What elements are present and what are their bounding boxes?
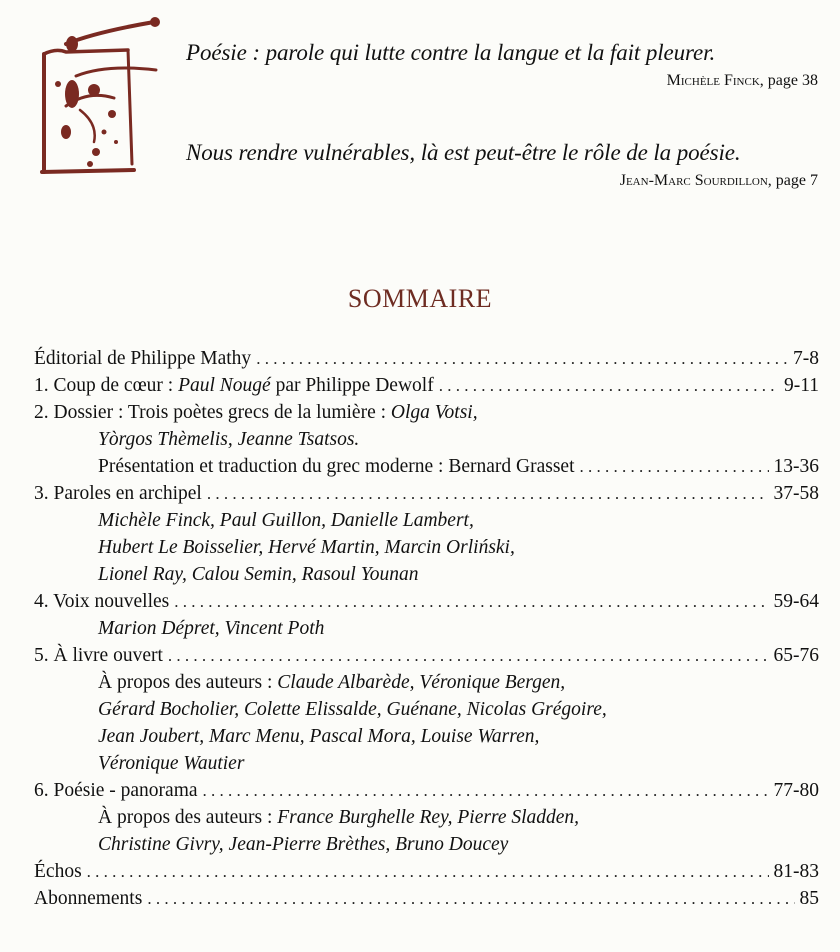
toc-sub-line: Lionel Ray, Calou Semin, Rasoul Younan (98, 564, 419, 585)
toc-pages: 59-64 (773, 591, 819, 612)
page-title: SOMMAIRE (347, 284, 493, 313)
toc-entry-dossier[interactable] (34, 399, 819, 426)
epigraph-text: Poésie : parole qui lutte contre la langue et la fait pleurer. (186, 40, 716, 65)
toc-sub-line: À propos des auteurs : Claude Albarède, Véronique Bergen, (98, 672, 566, 693)
ink-splash-logo (36, 14, 166, 186)
toc-pages: 65-76 (773, 645, 819, 666)
toc-entry-abonnements[interactable] (34, 885, 819, 912)
dot-leader (168, 642, 769, 669)
dot-leader (203, 777, 769, 804)
toc-pages: 7-8 (793, 348, 819, 369)
toc-pages: 85 (799, 888, 819, 909)
toc-sub-line: À propos des auteurs : France Burghelle Rey, Pierre Sladden, (98, 807, 580, 828)
toc-label: Abonnements (34, 888, 143, 909)
dot-leader (87, 858, 769, 885)
table-of-contents (34, 345, 819, 912)
toc-label: Échos (34, 861, 82, 882)
epigraph-page: , page 38 (759, 72, 818, 89)
toc-pages: 77-80 (773, 780, 819, 801)
epigraph-2 (186, 140, 820, 190)
epigraph-1 (186, 40, 820, 90)
dot-leader (256, 345, 788, 372)
epigraph-attribution (186, 172, 820, 190)
toc-sub-line: Michèle Finck, Paul Guillon, Danielle Lambert, (98, 510, 474, 531)
toc-label: Présentation et traduction du grec moderne : Bernard Grasset (98, 456, 575, 477)
toc-sub-line: Hubert Le Boisselier, Hervé Martin, Marcin Orliński, (98, 537, 515, 558)
dot-leader (580, 453, 769, 480)
toc-label: 2. Dossier : Trois poètes grecs de la lumière : Olga Votsi, (34, 402, 478, 423)
toc-entry-voix[interactable] (34, 588, 819, 615)
toc-pages: 81-83 (773, 861, 819, 882)
toc-entry-coup-de-coeur[interactable] (34, 372, 819, 399)
toc-entry-dossier-presentation[interactable] (34, 453, 819, 480)
dot-leader (147, 885, 794, 912)
toc-sub-line: Christine Givry, Jean-Pierre Brèthes, Bruno Doucey (98, 834, 509, 855)
epigraph-author: Michèle Finck (666, 72, 760, 89)
toc-entry-livre[interactable] (34, 642, 819, 669)
toc-label: 5. À livre ouvert (34, 645, 163, 666)
toc-entry-editorial[interactable] (34, 345, 819, 372)
toc-entry-paroles[interactable] (34, 480, 819, 507)
toc-label: 6. Poésie - panorama (34, 780, 198, 801)
toc-label: 3. Paroles en archipel (34, 483, 202, 504)
toc-label: Éditorial de Philippe Mathy (34, 348, 252, 369)
dot-leader (439, 372, 779, 399)
epigraph-attribution (186, 72, 820, 90)
dot-leader (207, 480, 769, 507)
toc-pages: 37-58 (773, 483, 819, 504)
epigraph-text: Nous rendre vulnérables, là est peut-être le rôle de la poésie. (186, 140, 741, 165)
dot-leader (174, 588, 768, 615)
epigraph-author: Jean-Marc Sourdillon (619, 172, 768, 189)
toc-pages: 9-11 (783, 375, 819, 396)
toc-sub-line: Jean Joubert, Marc Menu, Pascal Mora, Louise Warren, (98, 726, 540, 747)
epigraph-page: , page 7 (767, 172, 818, 189)
toc-sub-line: Marion Dépret, Vincent Poth (98, 618, 325, 639)
toc-label: 4. Voix nouvelles (34, 591, 170, 612)
toc-entry-panorama[interactable] (34, 777, 819, 804)
toc-pages: 13-36 (773, 456, 819, 477)
toc-sub-line: Véronique Wautier (98, 753, 245, 774)
toc-sub-line: Gérard Bocholier, Colette Elissalde, Guénane, Nicolas Grégoire, (98, 699, 607, 720)
toc-label: 1. Coup de cœur : Paul Nougé par Philippe Dewolf (34, 375, 434, 396)
toc-sub-line: Yòrgos Thèmelis, Jeanne Tsatsos. (98, 429, 360, 450)
toc-entry-echos[interactable] (34, 858, 819, 885)
